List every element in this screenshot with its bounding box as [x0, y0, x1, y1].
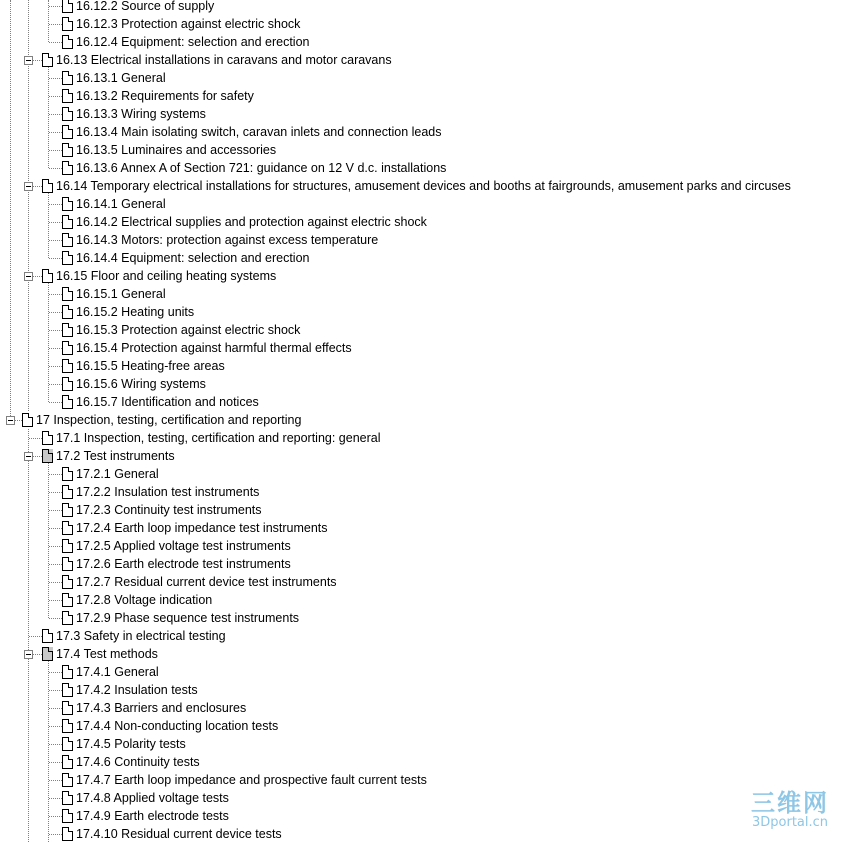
page-icon	[62, 89, 73, 103]
tree-item-label: 16.14 Temporary electrical installations for structures, amusement devices and booths at fairgrounds, amusement parks and circuses	[56, 179, 791, 193]
tree-item[interactable]	[62, 159, 446, 177]
tree-connector	[49, 816, 62, 817]
page-icon	[62, 755, 73, 769]
watermark-brand-en: 3Dportal.cn	[751, 815, 829, 830]
tree-connector	[49, 150, 62, 151]
tree-connector	[49, 600, 62, 601]
tree-item-label: 17.2 Test instruments	[56, 449, 175, 463]
tree-item[interactable]	[62, 753, 200, 771]
tree-connector	[49, 42, 62, 43]
page-icon	[22, 413, 33, 427]
page-icon	[62, 197, 73, 211]
page-icon	[62, 737, 73, 751]
collapse-toggle-icon[interactable]	[24, 56, 33, 65]
tree-item-label: 17.2.1 General	[76, 467, 159, 481]
tree-connector	[49, 762, 62, 763]
tree-item[interactable]	[62, 105, 206, 123]
tree-item[interactable]	[62, 231, 378, 249]
tree-connector	[49, 96, 62, 97]
tree-item[interactable]	[62, 573, 337, 591]
page-icon	[62, 107, 73, 121]
tree-line-level3	[48, 463, 49, 618]
page-icon	[62, 521, 73, 535]
tree-item-label: 16.14.1 General	[76, 197, 166, 211]
page-icon	[62, 35, 73, 49]
tree-item[interactable]	[62, 771, 427, 789]
tree-item[interactable]	[42, 51, 392, 69]
tree-connector	[49, 168, 62, 169]
tree-item-label: 16.15.7 Identification and notices	[76, 395, 259, 409]
collapse-toggle-icon[interactable]	[24, 452, 33, 461]
tree-item[interactable]	[62, 0, 214, 15]
tree-item-label: 17.4.4 Non-conducting location tests	[76, 719, 279, 733]
page-icon	[42, 269, 53, 283]
tree-connector	[49, 204, 62, 205]
tree-connector	[49, 564, 62, 565]
tree-item[interactable]	[62, 321, 300, 339]
tree-connector	[49, 798, 62, 799]
tree-item-label: 16.13.2 Requirements for safety	[76, 89, 254, 103]
tree-item-label: 16.15 Floor and ceiling heating systems	[56, 269, 277, 283]
page-icon	[62, 17, 73, 31]
tree-item[interactable]	[22, 411, 301, 429]
page-icon	[62, 0, 73, 13]
tree-item-label: 16.13 Electrical installations in caravans and motor caravans	[56, 53, 392, 67]
tree-item-label: 16.15.4 Protection against harmful thermal effects	[76, 341, 352, 355]
tree-item[interactable]	[62, 33, 310, 51]
tree-item-label: 17.4.7 Earth loop impedance and prospective fault current tests	[76, 773, 427, 787]
tree-item[interactable]	[62, 699, 246, 717]
page-icon	[62, 377, 73, 391]
page-icon	[42, 53, 53, 67]
book-icon	[42, 647, 53, 661]
page-icon	[62, 665, 73, 679]
tree-item[interactable]	[62, 789, 229, 807]
collapse-toggle-icon[interactable]	[24, 182, 33, 191]
tree-line-level3	[48, 661, 49, 842]
tree-item[interactable]	[62, 285, 166, 303]
tree-connector	[49, 312, 62, 313]
tree-item[interactable]	[42, 447, 175, 465]
tree-item-label: 16.12.2 Source of supply	[76, 0, 215, 13]
tree-item[interactable]	[62, 465, 159, 483]
tree-connector	[49, 6, 62, 7]
tree-item-label: 17.2.6 Earth electrode test instruments	[76, 557, 291, 571]
page-icon	[42, 179, 53, 193]
tree-connector	[49, 24, 62, 25]
tree-connector	[49, 474, 62, 475]
page-icon	[62, 305, 73, 319]
tree-item-label: 16.15.6 Wiring systems	[76, 377, 206, 391]
tree-item[interactable]	[62, 357, 225, 375]
tree-item[interactable]	[62, 483, 259, 501]
collapse-toggle-icon[interactable]	[6, 416, 15, 425]
page-icon	[62, 125, 73, 139]
collapse-toggle-icon[interactable]	[24, 272, 33, 281]
tree-item[interactable]	[62, 87, 254, 105]
tree-connector	[49, 78, 62, 79]
tree-connector	[49, 222, 62, 223]
page-icon	[62, 161, 73, 175]
tree-item-label: 17.2.7 Residual current device test instruments	[76, 575, 337, 589]
tree-connector	[49, 726, 62, 727]
tree-connector	[49, 708, 62, 709]
tree-item-label: 16.13.3 Wiring systems	[76, 107, 206, 121]
page-icon	[62, 485, 73, 499]
collapse-toggle-icon[interactable]	[24, 650, 33, 659]
tree-item-label: 17.2.5 Applied voltage test instruments	[76, 539, 291, 553]
tree-connector	[49, 780, 62, 781]
page-icon	[62, 791, 73, 805]
tree-item-label: 17 Inspection, testing, certification and reporting	[36, 413, 302, 427]
tree-item[interactable]	[62, 141, 276, 159]
tree-connector	[49, 834, 62, 835]
tree-connector	[49, 114, 62, 115]
tree-item[interactable]	[62, 717, 278, 735]
tree-item[interactable]	[62, 195, 166, 213]
tree-item-label: 16.14.3 Motors: protection against excess temperature	[76, 233, 379, 247]
tree-item[interactable]	[42, 177, 791, 195]
tree-item[interactable]	[62, 735, 186, 753]
tree-item-label: 16.14.4 Equipment: selection and erection	[76, 251, 310, 265]
tree-item-label: 17.2.9 Phase sequence test instruments	[76, 611, 300, 625]
page-icon	[62, 341, 73, 355]
page-icon	[62, 539, 73, 553]
tree-item-label: 16.15.1 General	[76, 287, 166, 301]
tree-item-label: 17.2.4 Earth loop impedance test instruments	[76, 521, 328, 535]
tree-line-level3	[48, 67, 49, 168]
page-icon	[42, 431, 53, 445]
book-icon	[42, 449, 53, 463]
tree-item[interactable]	[62, 339, 352, 357]
tree-connector	[49, 240, 62, 241]
tree-connector	[49, 690, 62, 691]
tree-connector	[49, 546, 62, 547]
tree-item[interactable]	[42, 627, 226, 645]
tree-item[interactable]	[62, 213, 427, 231]
tree-item[interactable]	[62, 501, 262, 519]
tree-item[interactable]	[62, 825, 282, 843]
page-icon	[62, 467, 73, 481]
page-icon	[62, 701, 73, 715]
tree-item-label: 17.4.5 Polarity tests	[76, 737, 186, 751]
tree-item[interactable]	[62, 663, 159, 681]
tree-item[interactable]	[62, 807, 229, 825]
tree-line-level3	[48, 193, 49, 258]
tree-item[interactable]	[62, 15, 300, 33]
tree-item[interactable]	[62, 123, 442, 141]
tree-item[interactable]	[62, 393, 259, 411]
tree-item-label: 17.4.1 General	[76, 665, 159, 679]
tree-item-label: 16.12.3 Protection against electric shock	[76, 17, 301, 31]
watermark-brand-cn: 三维网	[751, 789, 829, 817]
page-icon	[62, 611, 73, 625]
tree-item-label: 17.4.6 Continuity tests	[76, 755, 200, 769]
tree-item-label: 16.13.4 Main isolating switch, caravan inlets and connection leads	[76, 125, 442, 139]
tree-connector	[49, 294, 62, 295]
tree-item[interactable]	[62, 609, 299, 627]
page-icon	[62, 773, 73, 787]
tree-connector	[29, 438, 42, 439]
tree-connector	[29, 636, 42, 637]
page-icon	[42, 629, 53, 643]
tree-item-label: 17.4 Test methods	[56, 647, 158, 661]
page-icon	[62, 143, 73, 157]
tree-connector	[49, 348, 62, 349]
tree-connector	[49, 330, 62, 331]
tree-item-label: 16.15.2 Heating units	[76, 305, 195, 319]
tree-item-label: 17.2.3 Continuity test instruments	[76, 503, 262, 517]
tree-connector	[49, 582, 62, 583]
tree-item-label: 17.4.3 Barriers and enclosures	[76, 701, 247, 715]
watermark-logo	[744, 790, 836, 834]
page-icon	[62, 251, 73, 265]
page-icon	[62, 287, 73, 301]
tree-item[interactable]	[42, 267, 276, 285]
page-icon	[62, 323, 73, 337]
page-icon	[62, 593, 73, 607]
tree-item[interactable]	[62, 375, 206, 393]
tree-item-label: 17.4.9 Earth electrode tests	[76, 809, 229, 823]
tree-item-label: 17.1 Inspection, testing, certification and reporting: general	[56, 431, 381, 445]
tree-item[interactable]	[62, 537, 291, 555]
tree-item-label: 16.14.2 Electrical supplies and protection against electric shock	[76, 215, 427, 229]
tree-item-label: 17.4.10 Residual current device tests	[76, 827, 282, 841]
page-icon	[62, 683, 73, 697]
tree-item[interactable]	[62, 681, 198, 699]
tree-connector	[49, 618, 62, 619]
tree-item[interactable]	[42, 645, 158, 663]
tree-connector	[49, 510, 62, 511]
tree-item[interactable]	[62, 69, 166, 87]
tree-connector	[49, 384, 62, 385]
tree-item-label: 16.13.1 General	[76, 71, 166, 85]
tree-item-label: 17.2.8 Voltage indication	[76, 593, 213, 607]
tree-connector	[49, 744, 62, 745]
tree-item-label: 17.4.2 Insulation tests	[76, 683, 198, 697]
page-icon	[62, 503, 73, 517]
tree-item-label: 17.3 Safety in electrical testing	[56, 629, 226, 643]
tree-item[interactable]	[62, 555, 291, 573]
tree-item-label: 17.2.2 Insulation test instruments	[76, 485, 260, 499]
tree-item-label: 16.13.6 Annex A of Section 721: guidance on 12 V d.c. installations	[76, 161, 447, 175]
page-icon	[62, 827, 73, 841]
tree-item-label: 17.4.8 Applied voltage tests	[76, 791, 229, 805]
tree-connector	[49, 258, 62, 259]
page-icon	[62, 719, 73, 733]
page-icon	[62, 575, 73, 589]
tree-connector	[49, 528, 62, 529]
tree-connector	[49, 132, 62, 133]
page-icon	[62, 233, 73, 247]
page-icon	[62, 557, 73, 571]
page-icon	[62, 359, 73, 373]
page-icon	[62, 215, 73, 229]
tree-item-label: 16.15.5 Heating-free areas	[76, 359, 225, 373]
tree-connector	[49, 366, 62, 367]
tree-item[interactable]	[62, 249, 310, 267]
tree-item-label: 16.13.5 Luminaires and accessories	[76, 143, 277, 157]
tree-item[interactable]	[62, 519, 328, 537]
page-icon	[62, 71, 73, 85]
tree-item-label: 16.15.3 Protection against electric shock	[76, 323, 301, 337]
tree-connector	[49, 492, 62, 493]
tree-connector	[49, 672, 62, 673]
page-icon	[62, 809, 73, 823]
tree-item[interactable]	[42, 429, 381, 447]
tree-item-label: 16.12.4 Equipment: selection and erection	[76, 35, 310, 49]
tree-item[interactable]	[62, 591, 212, 609]
page-icon	[62, 395, 73, 409]
tree-line-level1	[10, 0, 11, 420]
tree-item[interactable]	[62, 303, 194, 321]
tree-connector	[49, 402, 62, 403]
